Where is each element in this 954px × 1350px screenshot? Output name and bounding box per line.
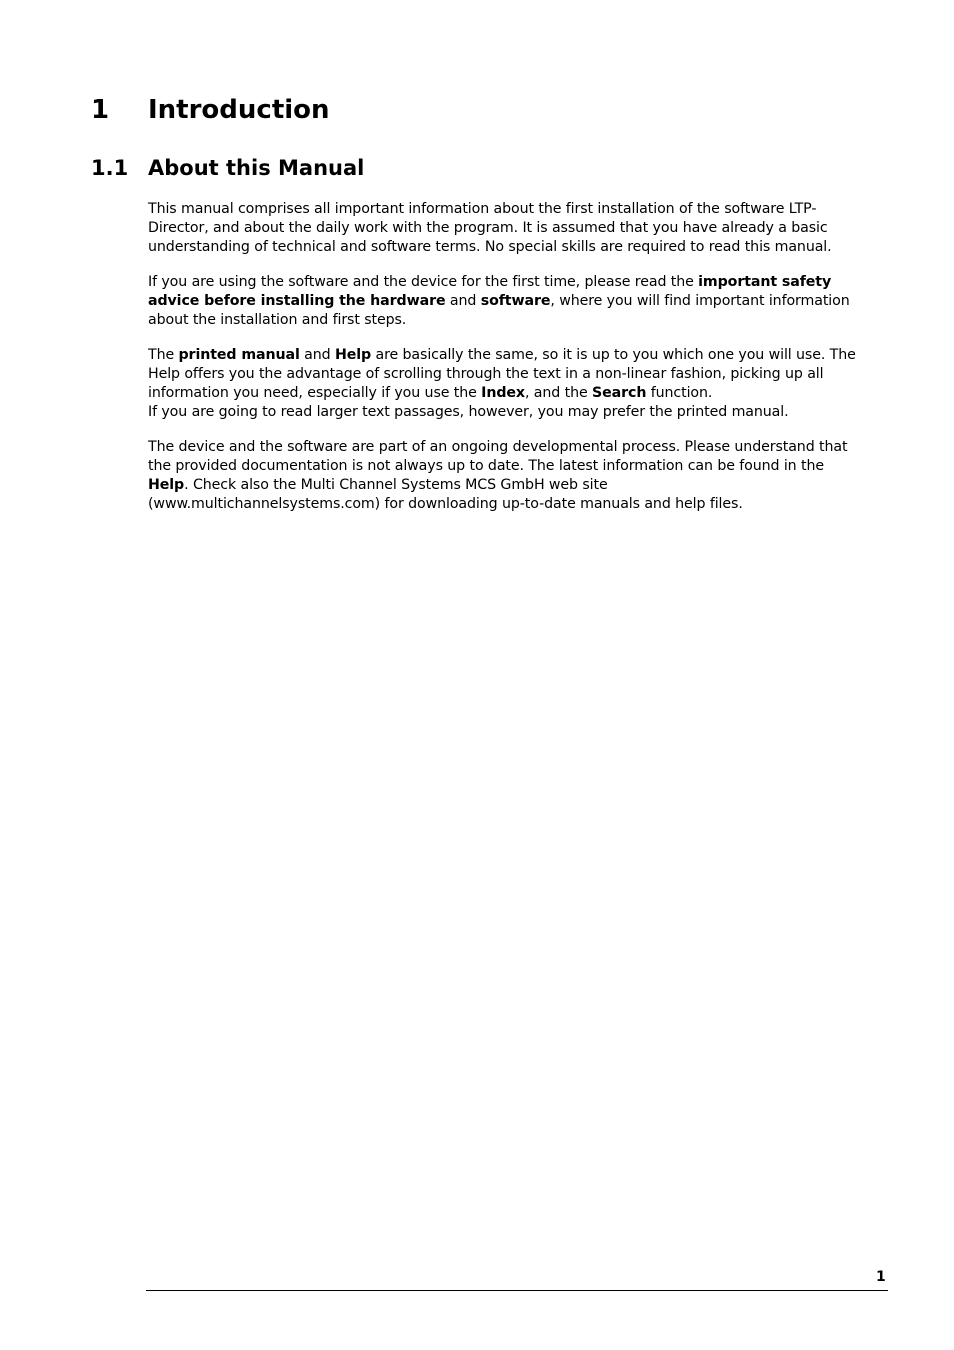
text-run: If you are going to read larger text passages, however, you may prefer the printed manual. xyxy=(148,404,789,420)
paragraph-intro xyxy=(148,200,864,257)
text-run: This manual comprises all important information about the first installation of the software LTP-Director, and about the daily work with the program. It is assumed that you have already a basic understanding of technical and software terms. No special skills are required to read this manual. xyxy=(148,201,832,255)
bold-term: important safety advice before installing the hardware xyxy=(148,274,832,309)
bold-term: Search xyxy=(592,385,647,401)
paragraph-updates xyxy=(148,438,864,514)
bold-term: software xyxy=(480,293,551,309)
paragraph-first-use xyxy=(148,273,864,330)
section-heading xyxy=(91,153,364,183)
bold-term: Help xyxy=(148,477,185,493)
text-run: and xyxy=(299,347,335,363)
text-run: function. xyxy=(646,385,713,401)
text-run: The device and the software are part of an ongoing developmental process. Please understand that the provided documentation is not always up to date. The latest information can be found in the xyxy=(148,439,848,474)
chapter-heading xyxy=(91,92,330,128)
text-run: (www.multichannelsystems.com) for downloading up-to-date manuals and help files. xyxy=(148,496,743,512)
page-number: 1 xyxy=(876,1269,886,1285)
text-run: are basically the same, so it is up to you which one you will use. The Help offers you the advantage of scrolling through the text in a non-linear fashion, picking up all information you need, especially if you use the xyxy=(148,347,856,401)
text-run: , where you will find important information about the installation and first steps. xyxy=(148,293,850,328)
section-title: About this Manual xyxy=(148,156,365,180)
paragraph-manual-vs-help xyxy=(148,346,864,422)
section-number: 1.1 xyxy=(91,156,129,180)
footer-divider xyxy=(146,1290,888,1291)
body-text xyxy=(148,200,864,530)
chapter-number: 1 xyxy=(91,95,110,125)
bold-term: Help xyxy=(334,347,372,363)
text-run: , and the xyxy=(524,385,592,401)
chapter-title: Introduction xyxy=(148,95,330,125)
bold-term: printed manual xyxy=(178,347,300,363)
text-run: If you are using the software and the device for the first time, please read the xyxy=(148,274,699,290)
text-run: . Check also the Multi Channel Systems MCS GmbH web site xyxy=(184,477,608,493)
bold-term: Index xyxy=(481,385,525,401)
text-run: and xyxy=(445,293,481,309)
text-run: The xyxy=(148,347,179,363)
